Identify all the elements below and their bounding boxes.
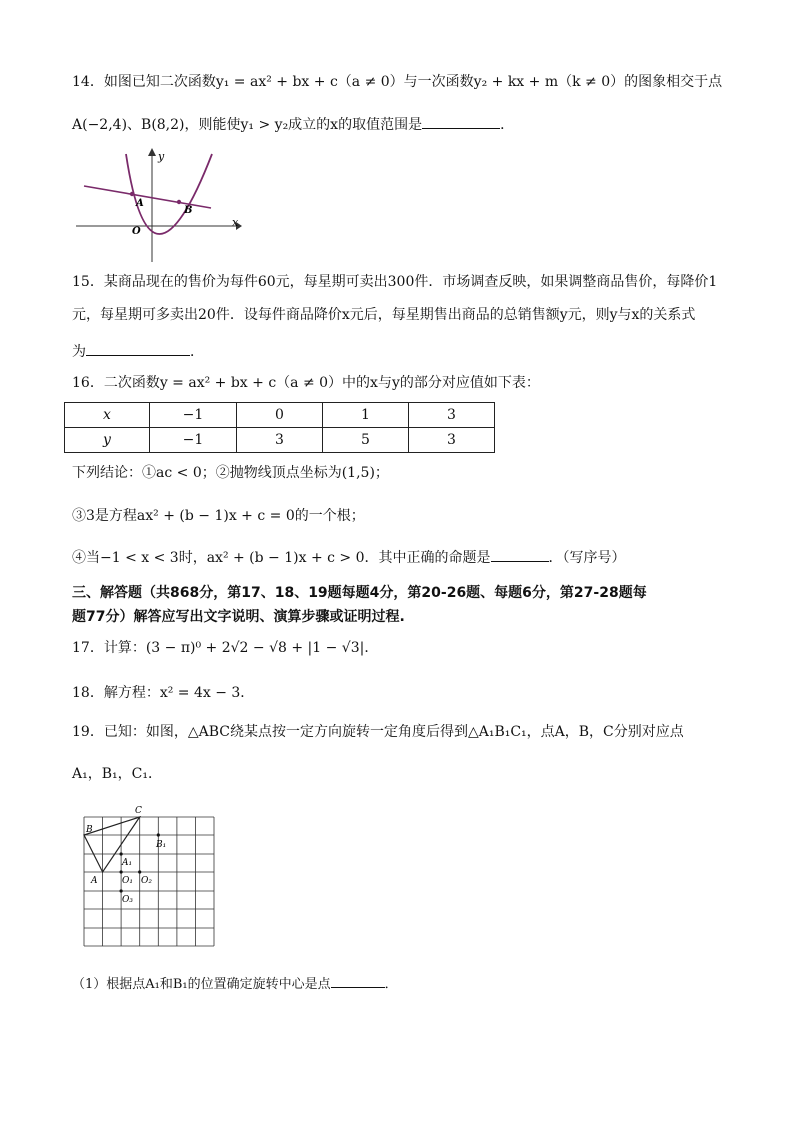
table-cell: 5 bbox=[323, 428, 409, 453]
q16-conclusion4-text: ④当−1 < x < 3时，ax² + (b − 1)x + c > 0．其中正确的命题是 bbox=[72, 550, 491, 566]
table-cell: −1 bbox=[150, 403, 237, 428]
q17-text: 17．计算：(3 − π)⁰ + 2√2 − √8 + |1 − √3|． bbox=[72, 640, 379, 656]
table-cell: 3 bbox=[237, 428, 323, 453]
q14-graph-O-label: O bbox=[132, 226, 141, 237]
q15-answer-blank[interactable] bbox=[86, 340, 190, 356]
q19-part1-end: ． bbox=[384, 977, 398, 992]
section3-heading-line2: 题77分）解答应写出文字说明、演算步骤或证明过程. bbox=[72, 609, 405, 625]
table-cell: 3 bbox=[409, 403, 495, 428]
table-cell: x bbox=[65, 403, 150, 428]
q15-line3 bbox=[72, 340, 204, 362]
table-row bbox=[65, 403, 495, 428]
q19-label-O3: O₃ bbox=[122, 895, 133, 905]
q14-graph-B-label: B bbox=[184, 205, 193, 216]
table-cell: −1 bbox=[150, 428, 237, 453]
q14-graph-x-label: x bbox=[232, 216, 239, 229]
q19-line1: 19．已知：如图，△ABC绕某点按一定方向旋转一定角度后得到△A₁B₁C₁，点A，B，C分别对应点 bbox=[72, 724, 684, 740]
q14-line2-end: ． bbox=[500, 117, 515, 133]
q15-line1: 15．某商品现在的售价为每件60元，每星期可卖出300件．市场调查反映，如果调整商品售价，每降价1 bbox=[72, 274, 718, 290]
q16-conclusion4 bbox=[72, 546, 626, 568]
q19-line2: A₁，B₁，C₁． bbox=[72, 766, 162, 782]
table-cell: y bbox=[65, 428, 150, 453]
table-cell: 0 bbox=[237, 403, 323, 428]
table-cell: 1 bbox=[323, 403, 409, 428]
q16-conclusion4-end: ．（写序号） bbox=[548, 550, 626, 566]
q14-answer-blank[interactable] bbox=[422, 113, 500, 129]
q16-conclusion1: 下列结论：①ac < 0；②抛物线顶点坐标为(1,5)； bbox=[72, 465, 389, 481]
q14-line2-text: A(−2,4)、B(8,2)，则能使y₁ > y₂成立的x的取值范围是 bbox=[72, 117, 423, 133]
q19-part1-answer-blank[interactable] bbox=[331, 972, 385, 988]
q15-line2: 元，每星期可多卖出20件．设每件商品降价x元后，每星期售出商品的总销售额y元，则y与x的关系式 bbox=[72, 307, 696, 323]
q19-label-B: B bbox=[86, 825, 93, 835]
q18-text: 18．解方程：x² = 4x − 3． bbox=[72, 685, 255, 701]
q16-conclusion3: ③3是方程ax² + (b − 1)x + c = 0的一个根； bbox=[72, 508, 365, 524]
q19-label-A: A bbox=[91, 876, 98, 886]
section3-heading-line1: 三、解答题（共868分，第17、18、19题每题4分，第20-26题、每题6分，第27-28题每 bbox=[72, 585, 647, 601]
q19-part1 bbox=[72, 972, 398, 995]
q15-line3-text: 为 bbox=[72, 344, 86, 360]
q14-graph-y-label: y bbox=[158, 150, 165, 163]
q19-label-C: C bbox=[135, 806, 142, 816]
q19-part1-text: （1）根据点A₁和B₁的位置确定旋转中心是点 bbox=[72, 977, 331, 992]
q14-line2 bbox=[72, 113, 514, 135]
q14-graph bbox=[74, 146, 244, 264]
q19-label-O1: O₁ bbox=[122, 876, 133, 886]
q14-line1: 14．如图已知二次函数y₁ = ax² + bx + c（a ≠ 0）与一次函数y₂ + kx + m（k ≠ 0）的图象相交于点 bbox=[72, 74, 723, 90]
q16-value-table bbox=[64, 402, 495, 453]
q16-answer-blank[interactable] bbox=[491, 546, 549, 562]
q19-label-B1: B₁ bbox=[156, 840, 167, 850]
table-cell: 3 bbox=[409, 428, 495, 453]
q14-graph-A-label: A bbox=[136, 198, 144, 209]
q16-intro: 16．二次函数y = ax² + bx + c（a ≠ 0）中的x与y的部分对应值如下表： bbox=[72, 375, 540, 391]
q19-label-O2: O₂ bbox=[141, 876, 152, 886]
q19-label-A1: A₁ bbox=[122, 858, 133, 868]
q15-line3-end: ． bbox=[190, 344, 204, 360]
q19-grid-figure bbox=[80, 802, 230, 952]
table-row bbox=[65, 428, 495, 453]
